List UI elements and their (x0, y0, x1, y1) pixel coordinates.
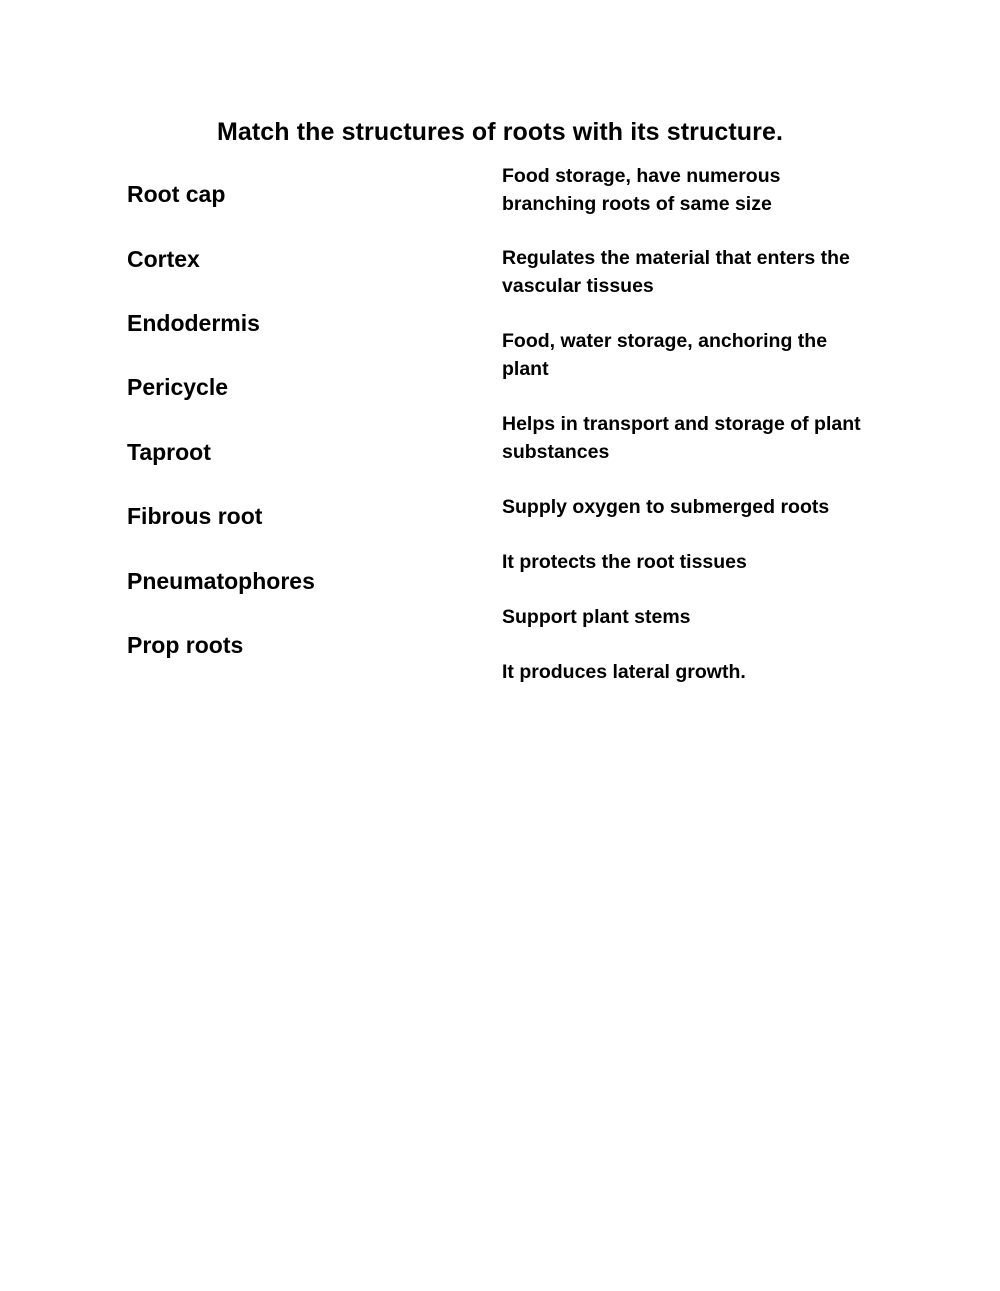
term-endodermis: Endodermis (127, 310, 260, 336)
term-root-cap: Root cap (127, 181, 226, 207)
term-fibrous-root: Fibrous root (127, 503, 263, 529)
description-item: Food, water storage, anchoring the plant (502, 330, 828, 380)
description-item: Food storage, have numerous branching roots of same size (502, 165, 781, 215)
description-item: It protects the root tissues (502, 551, 747, 573)
description-item: It produces lateral growth. (502, 661, 746, 683)
description-item: Helps in transport and storage of plant substances (502, 413, 861, 463)
term-pneumatophores: Pneumatophores (127, 568, 315, 594)
term-taproot: Taproot (127, 439, 211, 465)
description-item: Support plant stems (502, 606, 691, 628)
term-cortex: Cortex (127, 246, 200, 272)
description-item: Regulates the material that enters the vascular tissues (502, 247, 850, 297)
description-item: Supply oxygen to submerged roots (502, 496, 830, 518)
term-pericycle: Pericycle (127, 374, 229, 400)
term-prop-roots: Prop roots (127, 632, 244, 658)
worksheet-title: Match the structures of roots with its structure. (216, 118, 784, 146)
